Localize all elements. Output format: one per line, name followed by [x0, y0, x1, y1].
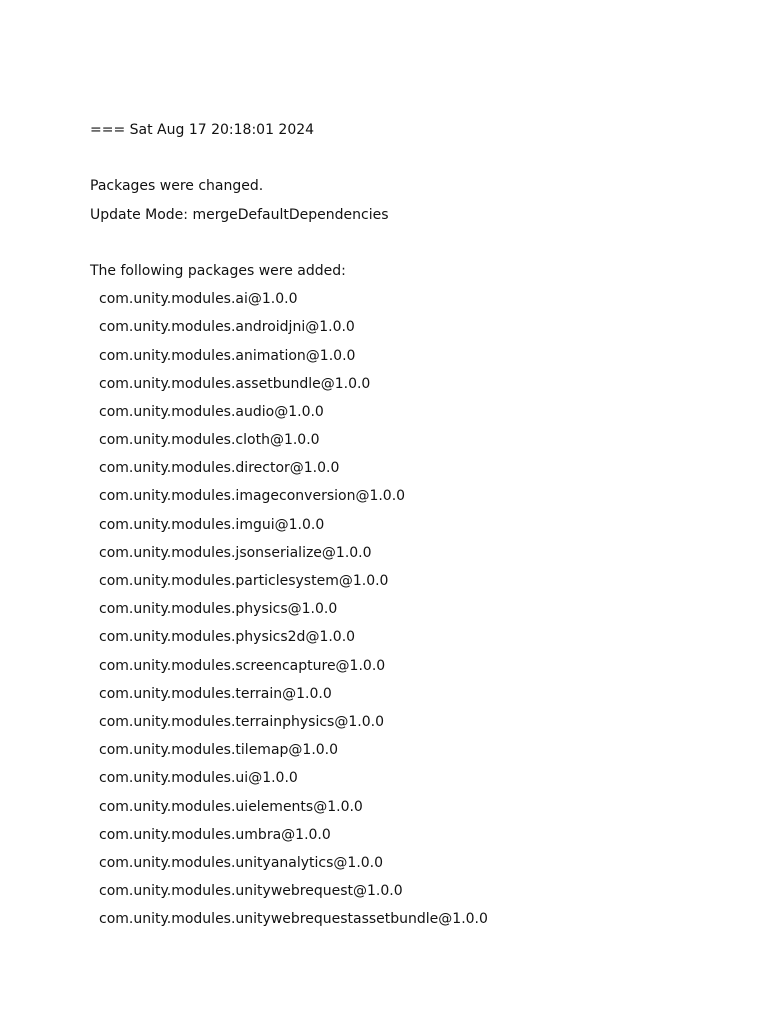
package-item: com.unity.modules.director@1.0.0: [99, 460, 340, 477]
package-item: com.unity.modules.ui@1.0.0: [99, 770, 298, 787]
package-item: com.unity.modules.uielements@1.0.0: [99, 798, 363, 815]
package-item: com.unity.modules.particlesystem@1.0.0: [99, 573, 389, 589]
package-item: com.unity.modules.tilemap@1.0.0: [99, 742, 339, 759]
update-mode-line: Update Mode: mergeDefaultDependencies: [90, 206, 389, 223]
blank-line: [90, 144, 730, 172]
package-item: com.unity.modules.jsonserialize@1.0.0: [99, 544, 372, 561]
status-line: Packages were changed.: [90, 178, 264, 195]
package-item: com.unity.modules.androidjni@1.0.0: [99, 319, 355, 336]
package-item: com.unity.modules.animation@1.0.0: [99, 347, 356, 364]
log-header: === Sat Aug 17 20:18:01 2024: [90, 122, 315, 138]
package-item: com.unity.modules.unitywebrequest@1.0.0: [99, 883, 403, 900]
package-item: com.unity.modules.imageconversion@1.0.0: [99, 488, 406, 505]
package-item: com.unity.modules.ai@1.0.0: [99, 291, 298, 308]
package-item: com.unity.modules.audio@1.0.0: [99, 403, 324, 420]
package-item: com.unity.modules.physics2d@1.0.0: [99, 629, 356, 646]
package-item: com.unity.modules.unitywebrequestassetbundle@1.0.0: [99, 911, 488, 928]
added-package-list: [90, 285, 730, 933]
package-item: com.unity.modules.umbra@1.0.0: [99, 826, 331, 843]
added-heading: The following packages were added:: [90, 262, 346, 279]
package-item: com.unity.modules.terrainphysics@1.0.0: [99, 713, 384, 730]
package-item: com.unity.modules.terrain@1.0.0: [99, 685, 332, 702]
blank-line: [90, 229, 730, 257]
package-item: com.unity.modules.physics@1.0.0: [99, 601, 338, 618]
package-item: com.unity.modules.imgui@1.0.0: [99, 516, 325, 533]
package-item: com.unity.modules.cloth@1.0.0: [99, 432, 320, 449]
package-item: com.unity.modules.assetbundle@1.0.0: [99, 375, 371, 392]
package-item: com.unity.modules.screencapture@1.0.0: [99, 657, 386, 674]
package-item: com.unity.modules.unityanalytics@1.0.0: [99, 854, 384, 871]
log-document: [90, 116, 730, 933]
